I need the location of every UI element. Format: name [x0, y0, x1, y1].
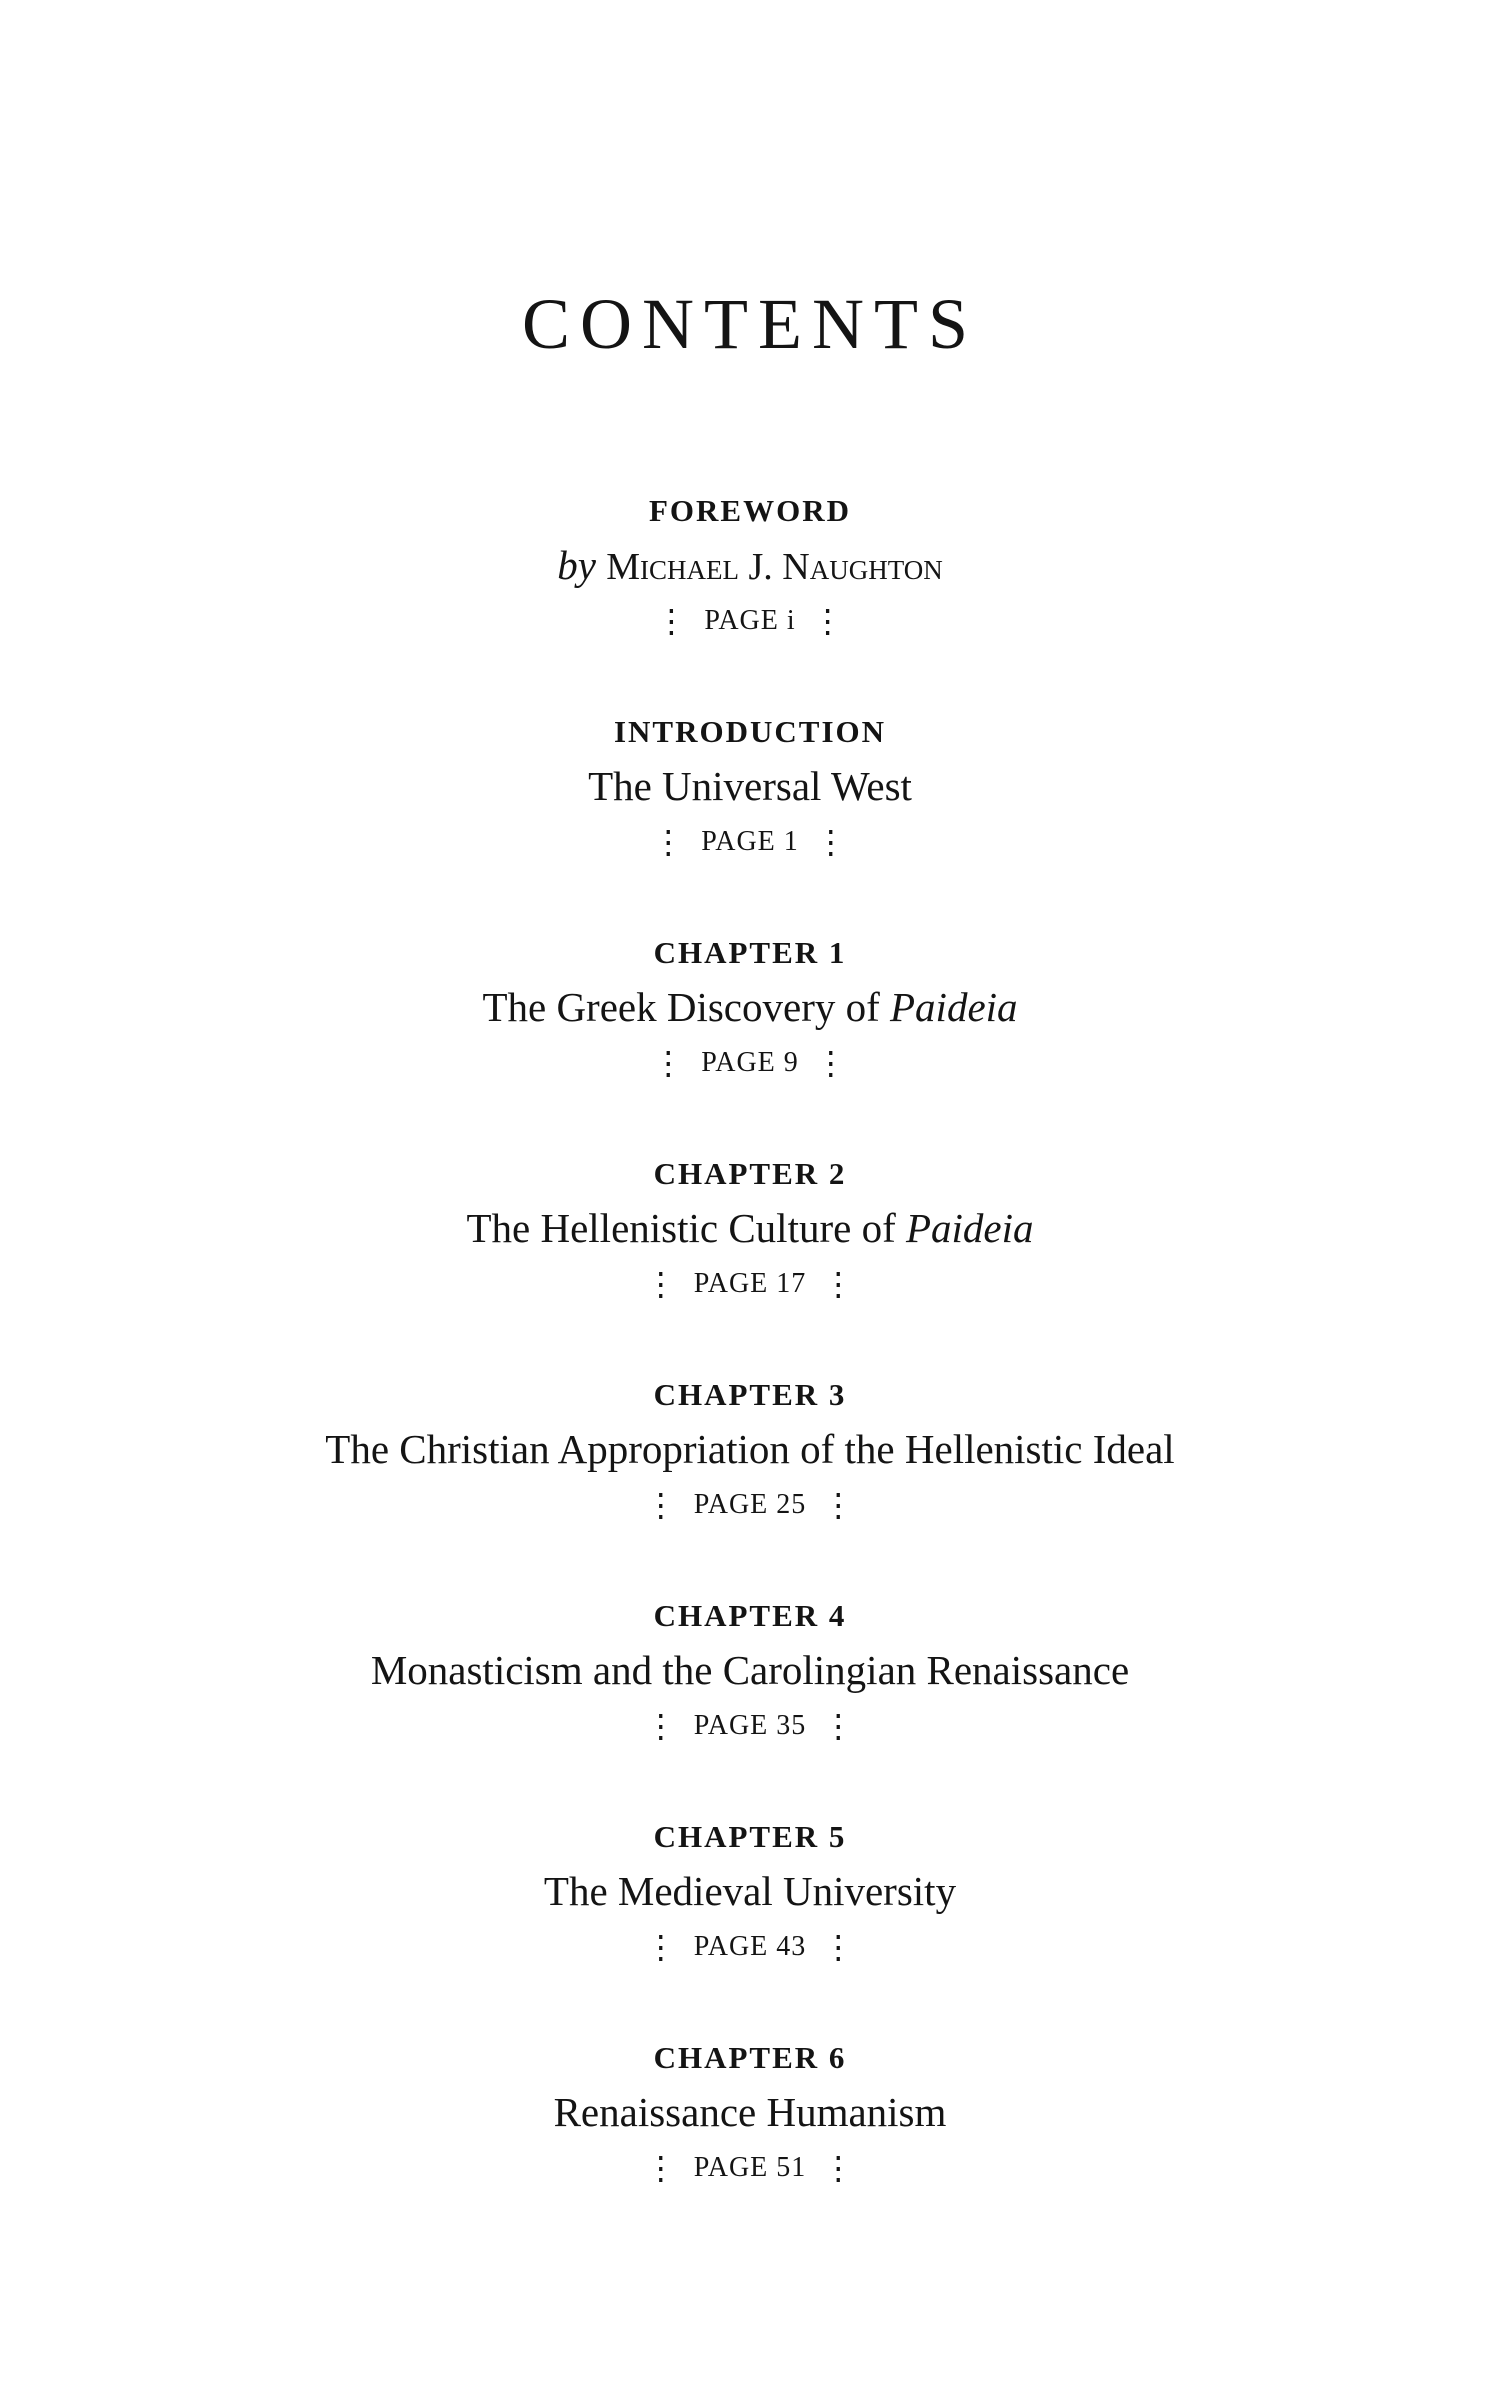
- entry-byline: [0, 537, 1500, 593]
- entry-label: CHAPTER 3: [653, 1377, 847, 1412]
- dots-ornament-right: ⋮: [822, 2149, 856, 2186]
- entry-title: Renaissance Humanism: [553, 2089, 947, 2135]
- dots-ornament-right: ⋮: [822, 1707, 856, 1744]
- page-number: PAGE 1: [701, 826, 799, 857]
- dots-ornament-right: ⋮: [814, 1044, 848, 1081]
- entry-title: Monasticism and the Carolingian Renaissance: [370, 1647, 1130, 1693]
- entry-title: The Christian Appropriation of the Hellenistic Ideal: [325, 1426, 1175, 1472]
- dots-ornament-right: ⋮: [822, 1265, 856, 1302]
- entry-title: The Universal West: [588, 763, 912, 809]
- entry-label: INTRODUCTION: [613, 714, 887, 749]
- entry-page-ref: [0, 593, 1500, 649]
- entry-title-text: The Greek Discovery of: [482, 984, 891, 1030]
- dots-ornament-right: ⋮: [822, 1486, 856, 1523]
- contents-list: [0, 485, 1500, 2253]
- entry-label: CHAPTER 5: [653, 1819, 847, 1854]
- toc-entry-introduction[interactable]: [0, 706, 1500, 927]
- toc-entry-chapter-3[interactable]: [0, 1369, 1500, 1590]
- page-title: CONTENTS: [522, 284, 978, 364]
- toc-entry-chapter-6[interactable]: [0, 2032, 1500, 2253]
- dots-ornament-left: ⋮: [644, 1707, 678, 1744]
- entry-title-text: The Hellenistic Culture of: [466, 1205, 906, 1251]
- page-number: PAGE 9: [701, 1047, 799, 1078]
- page-number: PAGE 35: [693, 1710, 807, 1741]
- dots-ornament-left: ⋮: [644, 1265, 678, 1302]
- toc-entry-chapter-1[interactable]: [0, 927, 1500, 1148]
- entry-label: CHAPTER 1: [653, 935, 847, 970]
- page-number: PAGE 25: [693, 1489, 807, 1520]
- entry-label: CHAPTER 2: [653, 1156, 847, 1191]
- entry-label: FOREWORD: [649, 493, 851, 528]
- entry-page-ref: [0, 1477, 1500, 1533]
- entry-page-ref: [0, 1256, 1500, 1312]
- dots-ornament-left: ⋮: [655, 602, 689, 639]
- toc-entry-foreword[interactable]: [0, 485, 1500, 706]
- page-number: PAGE 17: [693, 1268, 807, 1299]
- toc-entry-chapter-4[interactable]: [0, 1590, 1500, 1811]
- entry-page-ref: [0, 814, 1500, 870]
- entry-title-italic: Paideia: [905, 1205, 1034, 1251]
- dots-ornament-left: ⋮: [652, 1044, 686, 1081]
- dots-ornament-left: ⋮: [644, 2149, 678, 2186]
- page-number: PAGE i: [704, 605, 796, 636]
- toc-entry-chapter-2[interactable]: [0, 1148, 1500, 1369]
- byline-prefix: by: [557, 542, 596, 588]
- entry-title: [0, 1200, 1500, 1256]
- entry-label: CHAPTER 6: [653, 2040, 847, 2075]
- dots-ornament-right: ⋮: [811, 602, 845, 639]
- entry-page-ref: [0, 1035, 1500, 1091]
- entry-page-ref: [0, 1919, 1500, 1975]
- page-number: PAGE 43: [693, 1931, 807, 1962]
- entry-label: CHAPTER 4: [653, 1598, 847, 1633]
- entry-title: [0, 979, 1500, 1035]
- author-name: Michael J. Naughton: [606, 546, 943, 588]
- page-number: PAGE 51: [693, 2152, 807, 2183]
- toc-entry-chapter-5[interactable]: [0, 1811, 1500, 2032]
- entry-page-ref: [0, 2140, 1500, 2196]
- dots-ornament-right: ⋮: [822, 1928, 856, 1965]
- entry-title-italic: Paideia: [890, 984, 1018, 1030]
- dots-ornament-left: ⋮: [644, 1486, 678, 1523]
- entry-page-ref: [0, 1698, 1500, 1754]
- dots-ornament-right: ⋮: [814, 823, 848, 860]
- dots-ornament-left: ⋮: [644, 1928, 678, 1965]
- dots-ornament-left: ⋮: [652, 823, 686, 860]
- entry-title: The Medieval University: [543, 1868, 957, 1914]
